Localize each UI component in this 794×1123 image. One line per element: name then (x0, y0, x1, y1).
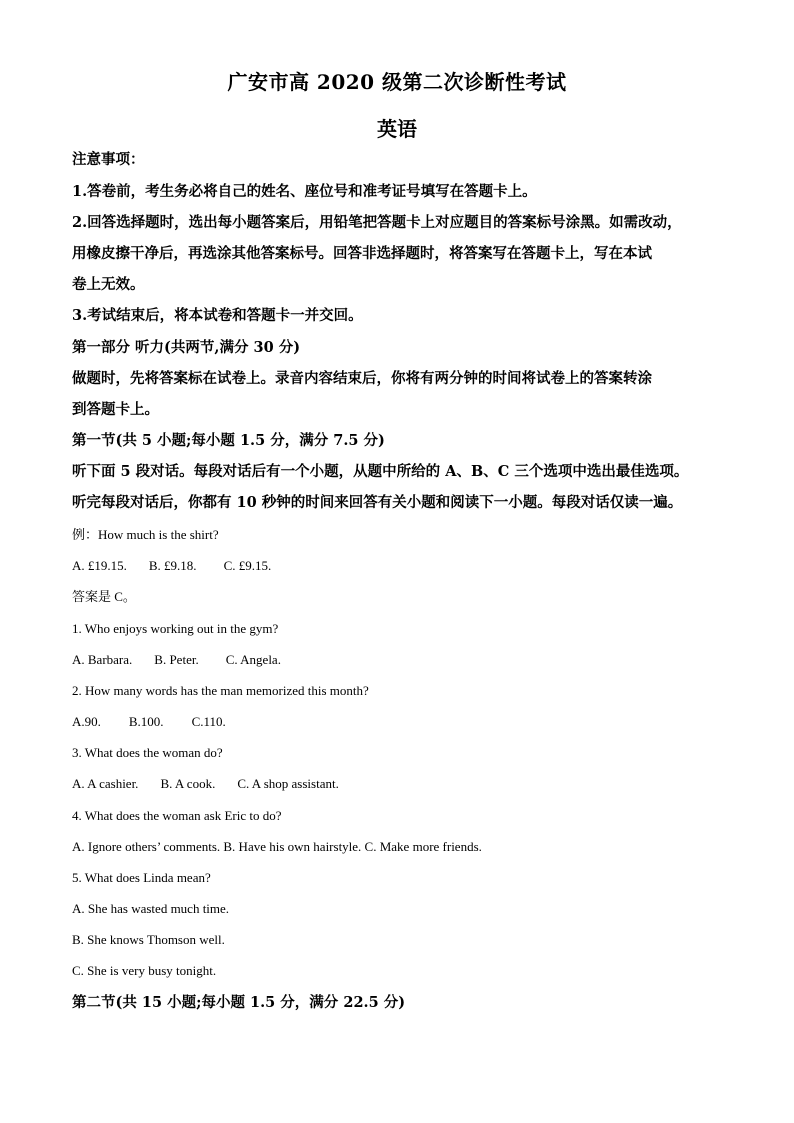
q5-option-b: B. She knows Thomson well. (72, 932, 225, 947)
notes-item-2-line-3: 卷上无效。 (72, 276, 145, 293)
part1-heading: 第一部分 听力(共两节,满分 30 分) (72, 339, 301, 356)
notes-item-3: 3.考试结束后，将本试卷和答题卡一并交回。 (72, 307, 363, 324)
part1-instruction-line-1: 做题时，先将答案标在试卷上。录音内容结束后，你将有两分钟的时间将试卷上的答案转涂 (72, 370, 652, 387)
question-2-options (72, 713, 226, 731)
section1-instruction-line-2: 听完每段对话后，你都有 10 秒钟的时间来回答有关小题和阅读下一小题。每段对话仅读一遍。 (72, 494, 683, 511)
q2-option-b: B.100. (128, 714, 164, 729)
q1-option-c: C. Angela. (225, 652, 281, 667)
example-option-b: B. £9.18. (148, 558, 197, 573)
q3-option-c: C. A shop assistant. (237, 776, 339, 791)
q3-option-b: B. A cook. (160, 776, 216, 791)
notes-item-2-line-1: 2.回答选择题时，选出每小题答案后，用铅笔把答题卡上对应题目的答案标号涂黑。如需改动， (72, 214, 682, 231)
question-1: 1. Who enjoys working out in the gym? (72, 621, 279, 636)
q3-option-a: A. A cashier. (72, 776, 139, 791)
example-option-a: A. £19.15. (72, 558, 127, 573)
section1-instruction-line-1: 听下面 5 段对话。每段对话后有一个小题，从题中所给的 A、B、C 三个选项中选出最佳选项。 (72, 463, 689, 480)
question-3-options (72, 775, 339, 793)
section1-heading: 第一节(共 5 小题;每小题 1.5 分，满分 7.5 分) (72, 432, 385, 449)
subject-title: 英语 (377, 117, 417, 141)
question-1-options (72, 651, 281, 669)
question-4: 4. What does the woman ask Eric to do? (72, 808, 282, 823)
q5-option-c: C. She is very busy tonight. (72, 963, 217, 978)
q1-option-a: A. Barbara. (72, 652, 133, 667)
question-4-options: A. Ignore others’ comments. B. Have his own hairstyle. C. Make more friends. (72, 839, 482, 854)
q1-option-b: B. Peter. (154, 652, 199, 667)
example-answer: 答案是 C。 (72, 589, 136, 604)
section2-heading: 第二节(共 15 小题;每小题 1.5 分，满分 22.5 分) (72, 994, 406, 1011)
part1-instruction-line-2: 到答题卡上。 (72, 401, 159, 418)
exam-title: 广安市高 2020 级第二次诊断性考试 (227, 70, 567, 94)
q5-option-a: A. She has wasted much time. (72, 901, 230, 916)
q2-option-c: C.110. (191, 714, 226, 729)
question-2: 2. How many words has the man memorized this month? (72, 683, 369, 698)
question-3: 3. What does the woman do? (72, 745, 223, 760)
example-options (72, 557, 271, 575)
question-5: 5. What does Linda mean? (72, 870, 211, 885)
notes-heading: 注意事项： (72, 151, 145, 168)
notes-item-1: 1.答卷前，考生务必将自己的姓名、座位号和准考证号填写在答题卡上。 (72, 183, 537, 200)
q2-option-a: A.90. (72, 714, 101, 729)
notes-item-2-line-2: 用橡皮擦干净后，再选涂其他答案标号。回答非选择题时，将答案写在答题卡上，写在本试 (72, 245, 652, 262)
example-question: 例：How much is the shirt? (72, 527, 219, 542)
example-option-c: C. £9.15. (223, 558, 272, 573)
